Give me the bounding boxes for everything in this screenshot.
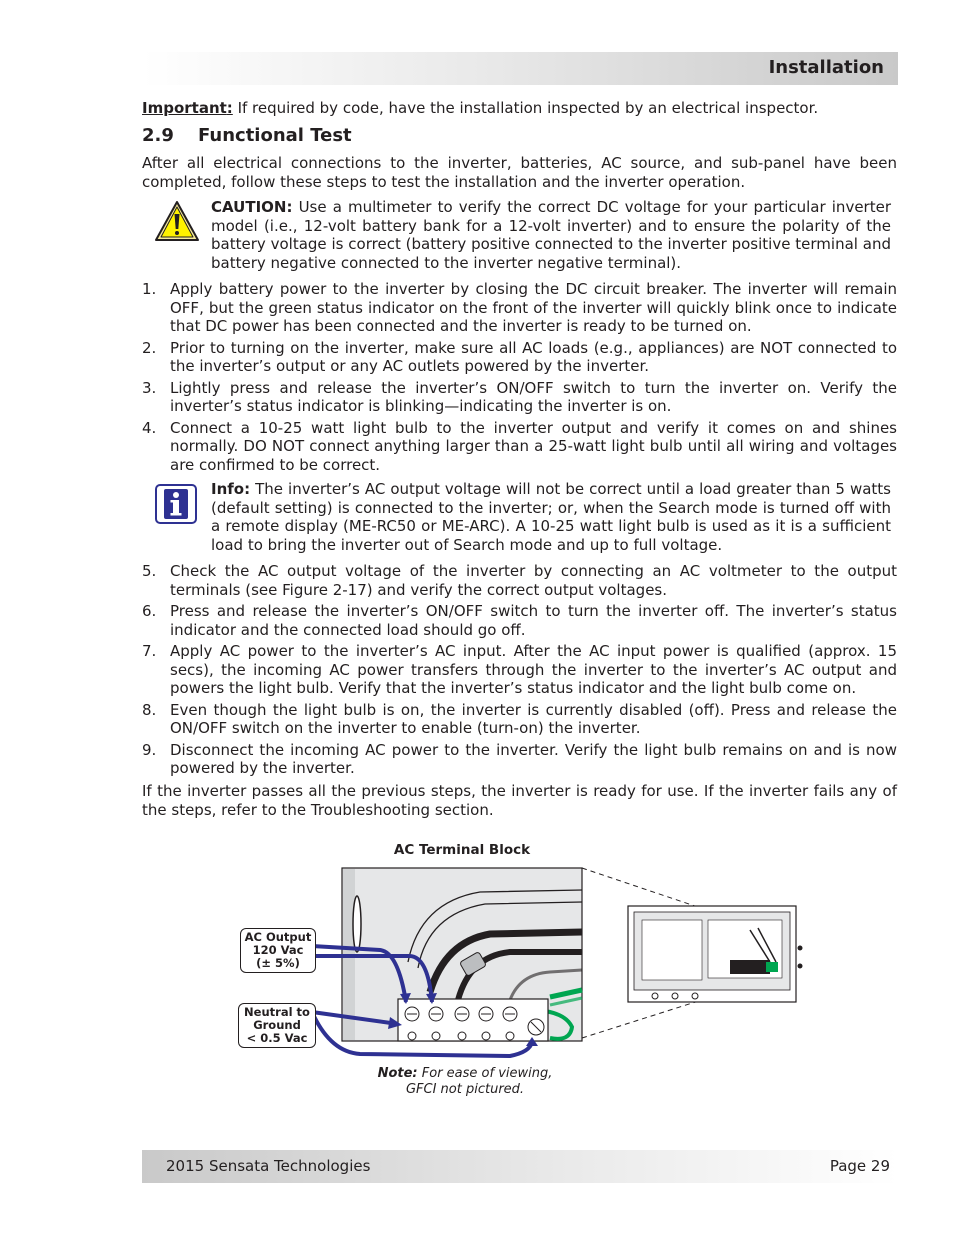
figure-note-text: For ease of viewing,: [417, 1066, 553, 1081]
info-text: The inverter’s AC output voltage will not be correct until a load greater than 5 watts (default setting) is connected to the inverter; or, when the Search mode is turned off with a remote display (ME-RC50 or ME-ARC). A 10-25 watt light bulb is used as it is a sufficient load to bring the inverter out of Search mode and up to full voltage.: [211, 480, 891, 554]
step-number: 8.: [142, 700, 157, 719]
list-item: [142, 642, 897, 698]
intro-paragraph: After all electrical connections to the inverter, batteries, AC source, and sub-panel have been completed, follow these steps to test the installation and the inverter operation.: [142, 154, 897, 191]
list-item: [142, 339, 897, 376]
step-text: Connect a 10-25 watt light bulb to the inverter output and verify it comes on and shines normally. DO NOT connect anything larger than a 25-watt light bulb until all wiring and voltages are confirmed to be correct.: [170, 418, 897, 474]
figure-title: AC Terminal Block: [393, 842, 531, 858]
ac-output-label: [240, 928, 316, 973]
step-number: 9.: [142, 740, 157, 759]
caution-label: CAUTION:: [211, 198, 293, 216]
step-text: Press and release the inverter’s ON/OFF switch to turn the inverter off. The inverter’s status indicator and the connected load should go off.: [170, 602, 897, 639]
list-item: [142, 562, 897, 599]
list-item: [142, 741, 897, 778]
neutral-label-line1: Neutral to: [244, 1005, 310, 1019]
step-text: Disconnect the incoming AC power to the inverter. Verify the light bulb remains on and is now powered by the inverter.: [170, 740, 897, 777]
important-label: Important: [142, 99, 227, 117]
section-heading: [142, 125, 352, 146]
step-text: Check the AC output voltage of the inverter by connecting an AC voltmeter to the output terminals (see Figure 2-17) and verify the correct output voltages.: [170, 562, 897, 599]
caution-callout: [211, 198, 891, 272]
terminal-block: [398, 999, 548, 1041]
warning-triangle-icon: [154, 200, 200, 242]
figure-note: [360, 1066, 570, 1098]
info-icon: [155, 484, 197, 524]
list-item: [142, 419, 897, 475]
ac-terminal-figure: [230, 862, 810, 1062]
neutral-label-line3: < 0.5 Vac: [246, 1031, 308, 1045]
ac-output-label-line2: 120 Vac: [252, 943, 304, 957]
footer-band: [142, 1150, 898, 1183]
closing-paragraph: If the inverter passes all the previous steps, the inverter is ready for use. If the inverter fails any of the steps, refer to the Troubleshooting section.: [142, 782, 897, 819]
list-item: [142, 602, 897, 639]
step-number: 6.: [142, 602, 157, 620]
ac-output-label-line1: AC Output: [244, 930, 312, 944]
neutral-label-line2: Ground: [253, 1018, 301, 1032]
ac-output-label-line3: (± 5%): [256, 956, 300, 970]
step-number: 3.: [142, 378, 157, 397]
step-text: Lightly press and release the inverter’s ON/OFF switch to turn the inverter on. Verify the inverter’s status indicator is blinking—indicating the inverter is on.: [170, 378, 897, 415]
step-number: 4.: [142, 418, 157, 437]
neutral-ground-label: [238, 1003, 316, 1048]
header-band: [142, 52, 898, 85]
important-colon: :: [226, 99, 233, 117]
section-number: 2.9: [142, 125, 174, 146]
figure-note-label: Note:: [377, 1066, 418, 1081]
figure-note-text2: GFCI not pictured.: [405, 1082, 525, 1097]
step-number: 7.: [142, 642, 157, 660]
important-text: If required by code, have the installation inspected by an electrical inspector.: [232, 99, 819, 117]
section-title: Functional Test: [198, 125, 352, 146]
step-text: Apply battery power to the inverter by closing the DC circuit breaker. The inverter will remain OFF, but the green status indicator on the front of the inverter will quickly blink once to indicate that DC power has been connected and the inverter is ready to be turned on.: [170, 280, 897, 335]
page-number: Page 29: [829, 1157, 890, 1175]
list-item: [142, 280, 897, 336]
steps-list-a: [142, 280, 897, 477]
footer-copyright: 2015 Sensata Technologies: [166, 1157, 371, 1175]
list-item: [142, 379, 897, 416]
step-number: 5.: [142, 562, 157, 580]
step-number: 2.: [142, 338, 157, 357]
header-title: Installation: [768, 57, 884, 78]
important-note: [142, 99, 897, 118]
step-text: Apply AC power to the inverter’s AC input. After the AC input power is qualified (approx. 15 secs), the incoming AC power transfers through the inverter to the inverter’s AC output and powers the light bulb. Verify that the inverter’s status indicator and the light bulb come on.: [170, 642, 897, 697]
caution-text: Use a multimeter to verify the correct DC voltage for your particular inverter model (i.e., 12-volt battery bank for a 12-volt inverter) and to ensure the polarity of the battery voltage is correct (battery positive connected to the inverter positive terminal and battery negative connected to the inverter negative terminal).: [211, 198, 891, 272]
steps-list-b: [142, 562, 897, 781]
list-item: [142, 701, 897, 738]
inverter-unit: [628, 906, 803, 1002]
step-text: Even though the light bulb is on, the inverter is currently disabled (off). Press and release the ON/OFF switch on the inverter to enable (turn-on) the inverter.: [170, 700, 897, 737]
info-callout: [211, 480, 891, 554]
info-label: Info:: [211, 480, 251, 498]
step-text: Prior to turning on the inverter, make sure all AC loads (e.g., appliances) are NOT connected to the inverter’s output or any AC outlets powered by the inverter.: [170, 338, 897, 375]
step-number: 1.: [142, 280, 157, 298]
